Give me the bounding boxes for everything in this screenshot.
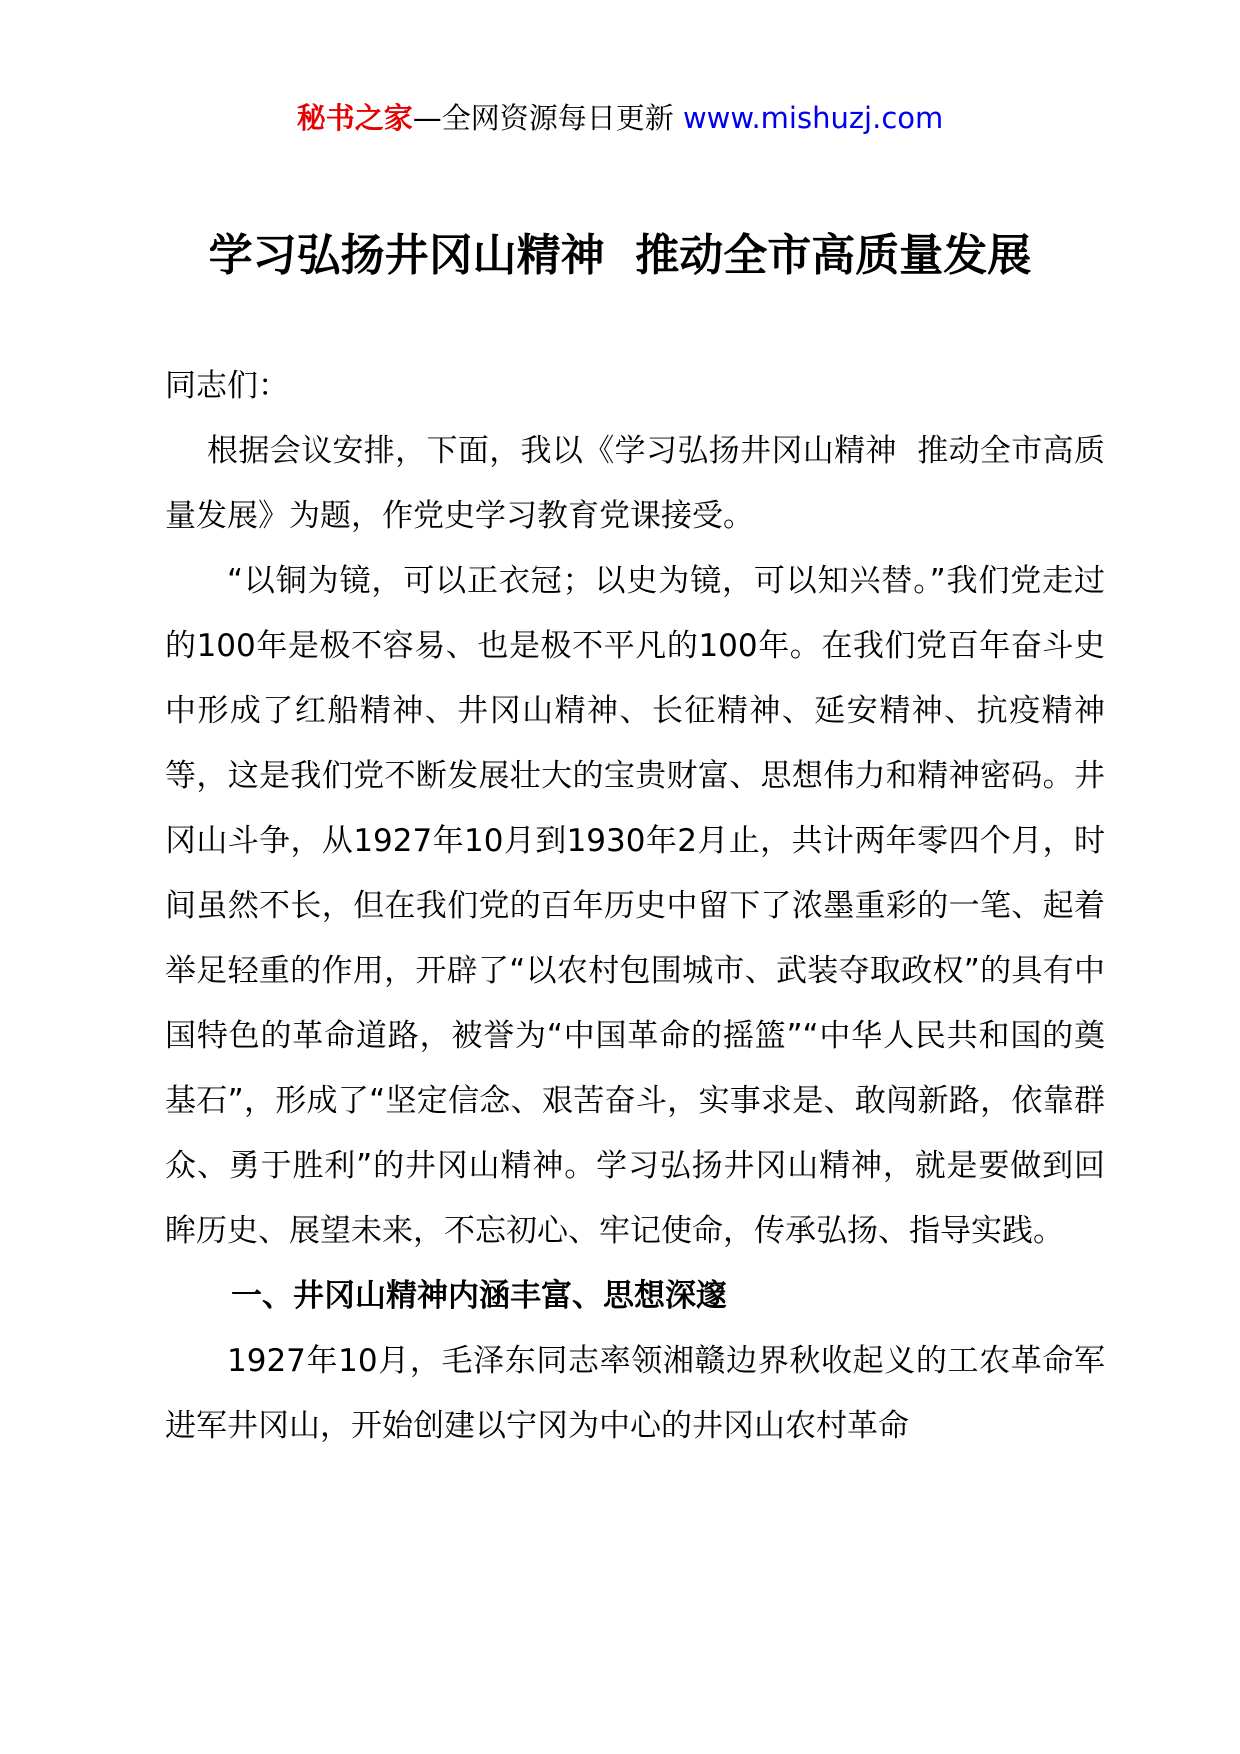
header-tagline: —全网资源每日更新 <box>412 101 683 135</box>
site-header <box>0 98 1240 138</box>
document-title: 学习弘扬井冈山精神 推动全市高质量发展 <box>208 230 1032 281</box>
brand-name: 秘书之家 <box>296 101 413 135</box>
document-body <box>165 354 1105 1459</box>
section-heading: 一、井冈山精神内涵丰富、思想深邃 <box>231 1278 727 1314</box>
salutation: 同志们： <box>165 368 289 404</box>
section-paragraph: 1927年10月，毛泽东同志率领湘赣边界秋收起义的工农革命军进军井冈山，开始创建以宁冈为中心的井冈山农村革命 <box>165 1343 1105 1444</box>
site-url-link[interactable]: www.mishuzj.com <box>682 101 944 135</box>
paragraph-intro: 根据会议安排，下面，我以《学习弘扬井冈山精神 推动全市高质量发展》为题，作党史学习教育党课接受。 <box>165 433 1105 534</box>
paragraph-main: “以铜为镜，可以正衣冠；以史为镜，可以知兴替。”我们党走过的100年是极不容易、也是极不平凡的100年。在我们党百年奋斗史中形成了红船精神、井冈山精神、长征精神、延安精神、抗疫精神等，这是我们党不断发展壮大的宝贵财富、思想伟力和精神密码。井冈山斗争，从1927年10月到1930年2月止，共计两年零四个月，时间虽然不长，但在我们党的百年历史中留下了浓墨重彩的一笔、起着举足轻重的作用，开辟了“以农村包围城市、武装夺取政权”的具有中国特色的革命道路，被誉为“中国革命的摇篮”“中华人民共和国的奠基石”，形成了“坚定信念、艰苦奋斗，实事求是、敢闯新路，依靠群众、勇于胜利”的井冈山精神。学习弘扬井冈山精神，就是要做到回眸历史、展望未来，不忘初心、牢记使命，传承弘扬、指导实践。 <box>165 563 1105 1249</box>
